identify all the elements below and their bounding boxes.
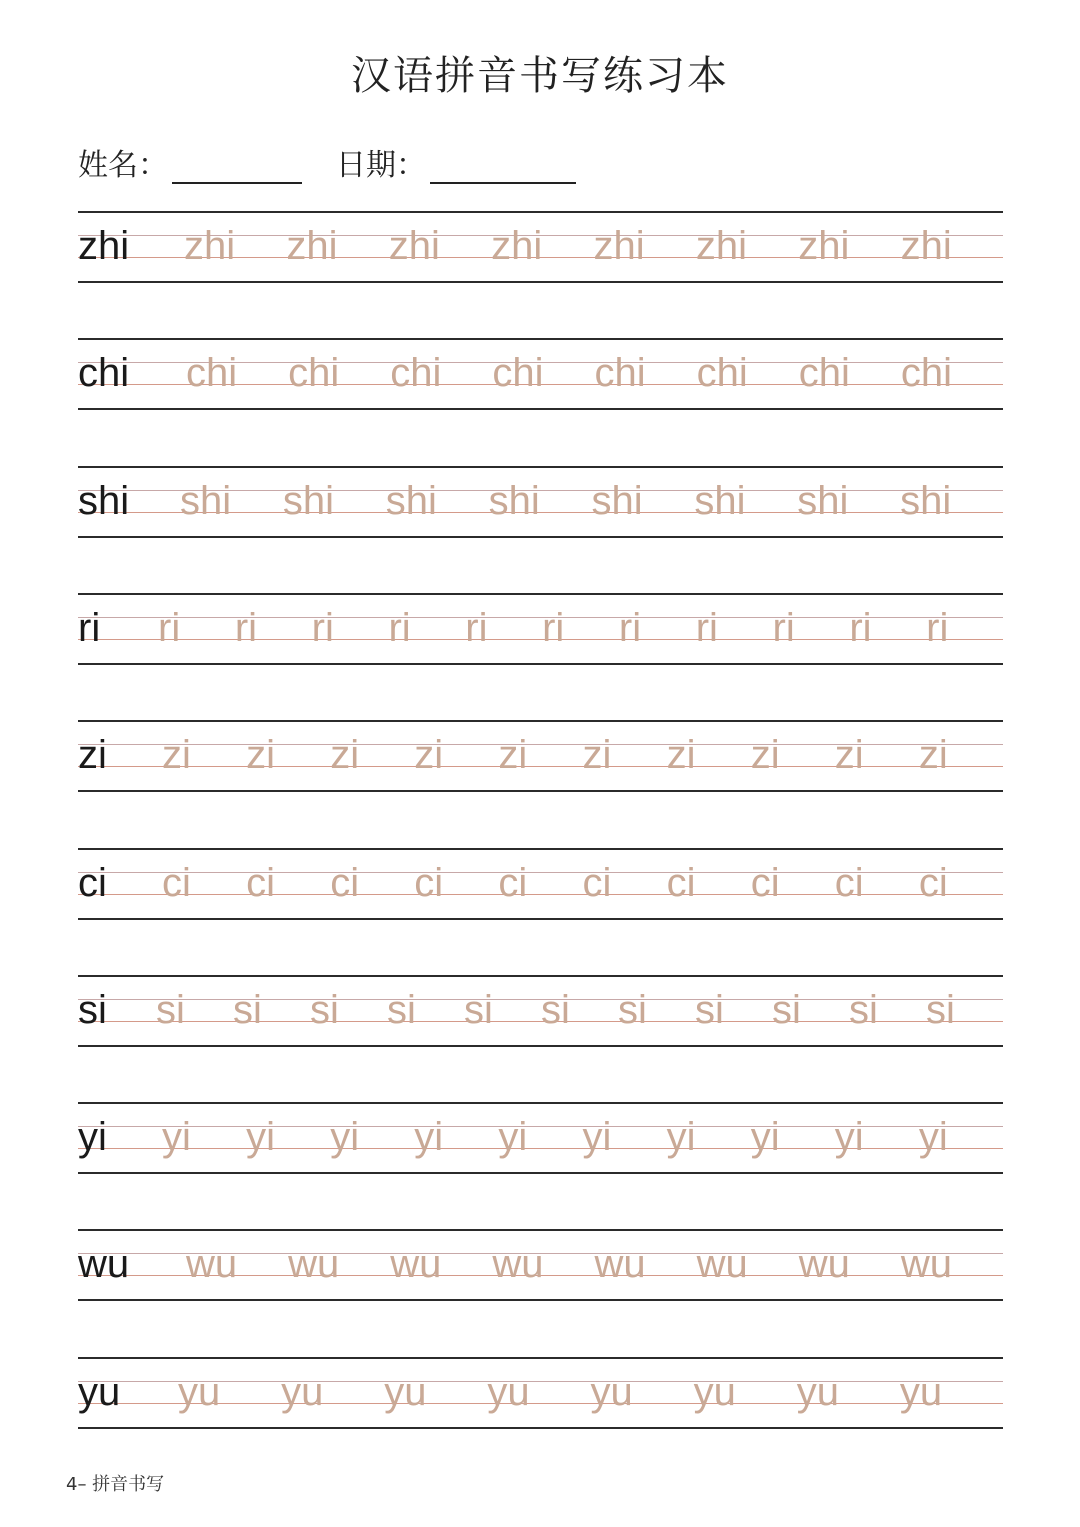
- trace-syllable: yu: [487, 1369, 530, 1414]
- guide-line: [78, 536, 1003, 538]
- practice-row[interactable]: [78, 338, 1003, 410]
- trace-syllable: si: [695, 987, 724, 1032]
- syllable-line: [78, 1108, 1003, 1168]
- trace-syllable: yi: [162, 1115, 191, 1160]
- trace-syllable: si: [541, 987, 570, 1032]
- practice-row[interactable]: [78, 211, 1003, 283]
- model-syllable: shi: [78, 478, 130, 523]
- syllable-line: [78, 854, 1003, 914]
- syllable-line: [78, 217, 1003, 277]
- guide-line: [78, 593, 1003, 595]
- trace-syllable: ri: [234, 605, 258, 650]
- trace-syllable: yu: [178, 1369, 221, 1414]
- name-field[interactable]: [172, 152, 302, 184]
- trace-syllable: si: [926, 987, 955, 1032]
- guide-line: [78, 1229, 1003, 1231]
- trace-syllable: zi: [666, 733, 696, 778]
- page-title: 汉语拼音书写练习本: [351, 53, 729, 99]
- model-syllable: zhi: [78, 224, 130, 268]
- guide-line: [78, 1102, 1003, 1104]
- trace-syllable: yi: [330, 1115, 360, 1160]
- model-syllable: yu: [78, 1369, 121, 1414]
- guide-line: [78, 790, 1003, 792]
- trace-syllable: shi: [900, 478, 952, 523]
- trace-syllable: yu: [590, 1369, 633, 1414]
- trace-syllable: zi: [582, 733, 612, 778]
- trace-syllable: si: [618, 987, 647, 1032]
- model-syllable: wu: [78, 1242, 130, 1287]
- trace-syllable: zhi: [388, 224, 440, 268]
- trace-syllable: chi: [696, 351, 748, 396]
- trace-syllable: ci: [498, 860, 528, 905]
- practice-row[interactable]: [78, 466, 1003, 538]
- trace-syllable: zi: [498, 733, 528, 778]
- trace-syllable: shi: [488, 478, 540, 523]
- model-syllable: si: [78, 987, 107, 1032]
- trace-syllable: ci: [918, 860, 948, 905]
- syllable-line: [78, 472, 1003, 532]
- trace-syllable: chi: [900, 351, 953, 396]
- trace-syllable: zhi: [491, 224, 543, 268]
- trace-syllable: zi: [414, 733, 444, 778]
- guide-line: [78, 1172, 1003, 1174]
- guide-line: [78, 281, 1003, 283]
- trace-syllable: yu: [796, 1369, 839, 1414]
- trace-syllable: ri: [158, 605, 181, 650]
- practice-row[interactable]: [78, 593, 1003, 665]
- guide-line: [78, 1357, 1003, 1359]
- guide-line: [78, 918, 1003, 920]
- name-label: 姓名：: [78, 148, 168, 183]
- practice-row[interactable]: [78, 1229, 1003, 1301]
- trace-syllable: chi: [390, 351, 442, 396]
- trace-syllable: chi: [798, 351, 850, 396]
- trace-syllable: ri: [695, 605, 718, 650]
- trace-syllable: chi: [492, 351, 544, 396]
- trace-syllable: zhi: [900, 224, 952, 268]
- trace-syllable: yu: [899, 1369, 943, 1414]
- trace-syllable: zhi: [286, 224, 338, 268]
- trace-syllable: ri: [772, 605, 795, 650]
- syllable-line: [78, 981, 1003, 1041]
- practice-row[interactable]: [78, 848, 1003, 920]
- trace-syllable: ci: [582, 860, 612, 905]
- trace-syllable: shi: [591, 478, 643, 523]
- trace-syllable: chi: [288, 351, 340, 396]
- trace-syllable: ri: [618, 605, 642, 650]
- trace-syllable: shi: [180, 478, 232, 523]
- guide-line: [78, 211, 1003, 213]
- trace-syllable: zi: [330, 733, 360, 778]
- guide-line: [78, 720, 1003, 722]
- trace-syllable: chi: [594, 351, 646, 396]
- trace-syllable: yu: [281, 1369, 324, 1414]
- syllable-line: [78, 1235, 1003, 1295]
- trace-syllable: zhi: [184, 224, 236, 268]
- trace-syllable: si: [464, 987, 493, 1032]
- syllable-line: [78, 1363, 1003, 1423]
- model-syllable: ri: [78, 605, 101, 650]
- trace-syllable: ci: [246, 860, 275, 905]
- guide-line: [78, 848, 1003, 850]
- trace-syllable: wu: [492, 1242, 544, 1287]
- trace-syllable: zhi: [695, 224, 748, 268]
- trace-syllable: yi: [582, 1115, 612, 1160]
- guide-line: [78, 663, 1003, 665]
- trace-syllable: zhi: [593, 224, 645, 268]
- trace-syllable: yi: [246, 1115, 275, 1160]
- trace-syllable: wu: [594, 1242, 646, 1287]
- trace-syllable: ri: [849, 605, 872, 650]
- practice-row[interactable]: [78, 975, 1003, 1047]
- practice-row[interactable]: [78, 1357, 1003, 1429]
- model-syllable: chi: [78, 351, 130, 396]
- model-syllable: yi: [78, 1115, 107, 1160]
- trace-syllable: chi: [186, 351, 238, 396]
- model-syllable: ci: [78, 860, 107, 905]
- trace-syllable: shi: [797, 478, 849, 523]
- trace-syllable: yi: [414, 1115, 444, 1160]
- guide-line: [78, 1427, 1003, 1429]
- trace-syllable: zi: [918, 733, 948, 778]
- trace-syllable: si: [233, 987, 262, 1032]
- trace-syllable: ci: [750, 860, 780, 905]
- trace-syllable: zi: [834, 733, 864, 778]
- trace-syllable: yu: [384, 1369, 427, 1414]
- trace-syllable: si: [772, 987, 801, 1032]
- trace-syllable: si: [849, 987, 878, 1032]
- syllable-line: [78, 599, 1003, 659]
- trace-syllable: ci: [666, 860, 696, 905]
- trace-syllable: zi: [246, 733, 275, 778]
- practice-row[interactable]: [78, 1102, 1003, 1174]
- trace-syllable: zi: [162, 733, 191, 778]
- guide-line: [78, 1045, 1003, 1047]
- trace-syllable: ri: [926, 605, 949, 650]
- guide-line: [78, 975, 1003, 977]
- date-field[interactable]: [430, 152, 576, 184]
- trace-syllable: wu: [390, 1242, 442, 1287]
- trace-syllable: ri: [542, 605, 565, 650]
- trace-syllable: ci: [162, 860, 191, 905]
- trace-syllable: shi: [694, 478, 746, 523]
- trace-syllable: yi: [918, 1115, 948, 1160]
- trace-syllable: wu: [900, 1242, 953, 1287]
- trace-syllable: wu: [186, 1242, 238, 1287]
- trace-syllable: yi: [834, 1115, 864, 1160]
- trace-syllable: ri: [388, 605, 411, 650]
- model-syllable: zi: [78, 733, 107, 778]
- trace-syllable: ri: [311, 605, 334, 650]
- trace-syllable: ri: [465, 605, 488, 650]
- guide-line: [78, 466, 1003, 468]
- date-label: 日期：: [336, 148, 426, 183]
- guide-line: [78, 408, 1003, 410]
- trace-syllable: yi: [498, 1115, 528, 1160]
- trace-syllable: shi: [385, 478, 437, 523]
- page-footer: 4– 拼音书写: [66, 1474, 165, 1495]
- trace-syllable: si: [156, 987, 185, 1032]
- trace-syllable: wu: [696, 1242, 748, 1287]
- header-fields: [78, 140, 576, 184]
- trace-syllable: si: [387, 987, 416, 1032]
- syllable-line: [78, 344, 1003, 404]
- guide-line: [78, 338, 1003, 340]
- syllable-line: [78, 726, 1003, 786]
- trace-syllable: yu: [693, 1369, 736, 1414]
- trace-syllable: zhi: [798, 224, 850, 268]
- trace-syllable: wu: [288, 1242, 340, 1287]
- practice-row[interactable]: [78, 720, 1003, 792]
- trace-syllable: shi: [282, 478, 335, 523]
- trace-syllable: ci: [330, 860, 360, 905]
- trace-syllable: wu: [798, 1242, 850, 1287]
- guide-line: [78, 1299, 1003, 1301]
- trace-syllable: ci: [414, 860, 444, 905]
- trace-syllable: yi: [666, 1115, 696, 1160]
- trace-syllable: ci: [834, 860, 864, 905]
- trace-syllable: yi: [750, 1115, 780, 1160]
- trace-syllable: zi: [750, 733, 780, 778]
- trace-syllable: si: [310, 987, 339, 1032]
